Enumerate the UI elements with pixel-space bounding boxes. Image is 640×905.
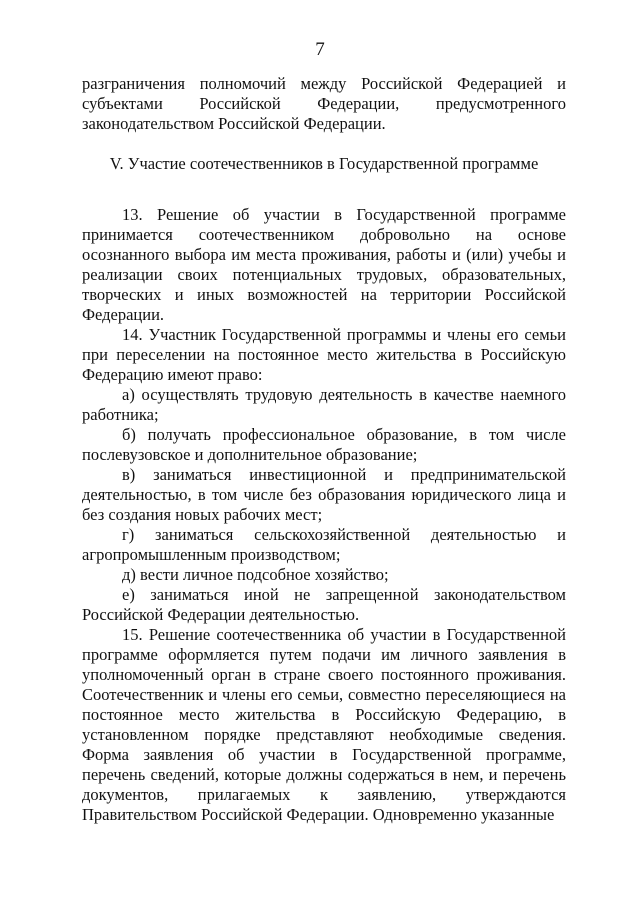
paragraph-14: 14. Участник Государственной программы и члены его семьи при переселении на постоянное место жительства в Российскую Федерацию имеют право: [82,325,566,384]
paragraph-14-b: б) получать профессиональное образование, в том числе послевузовское и дополнительное образование; [82,425,566,464]
paragraph-14-e: е) заниматься иной не запрещенной законодательством Российской Федерации деятельностью. [82,585,566,624]
paragraph-14-v: в) заниматься инвестиционной и предпринимательской деятельностью, в том числе без образования юридического лица и без создания новых рабочих мест; [82,465,566,524]
paragraph-15: 15. Решение соотечественника об участии в Государственной программе оформляется путем подачи им личного заявления в уполномоченный орган в стране своего постоянного проживания. Соотечественник и члены его семьи, совместно переселяющиеся на постоянное место жительства в Российскую Федерацию, в установленном порядке представляют необходимые сведения. Форма заявления об участии в Государственной программе, перечень сведений, которые должны содержаться в нем, и перечень документов, прилагаемых к заявлению, утверждаются Правительством Российской Федерации. Одновременно указанные [82,625,566,824]
paragraph-14-g: г) заниматься сельскохозяйственной деятельностью и агропромышленным производством; [82,525,566,564]
paragraph-continuation: разграничения полномочий между Российской Федерацией и субъектами Российской Федерации, предусмотренного законодательством Российской Федерации. [82,74,566,133]
document-body [82,74,566,825]
page-number: 7 [315,39,325,60]
paragraph-14-d: д) вести личное подсобное хозяйство; [122,565,389,584]
paragraph-13: 13. Решение об участии в Государственной программе принимается соотечественником добровольно на основе осознанного выбора им места проживания, работы и (или) учебы и реализации своих потенциальных трудовых, образовательных, творческих и иных возможностей на территории Российской Федерации. [82,205,566,324]
section-title: V. Участие соотечественников в Государственной программе [109,154,539,173]
paragraph-14-a: а) осуществлять трудовую деятельность в качестве наемного работника; [82,385,566,424]
